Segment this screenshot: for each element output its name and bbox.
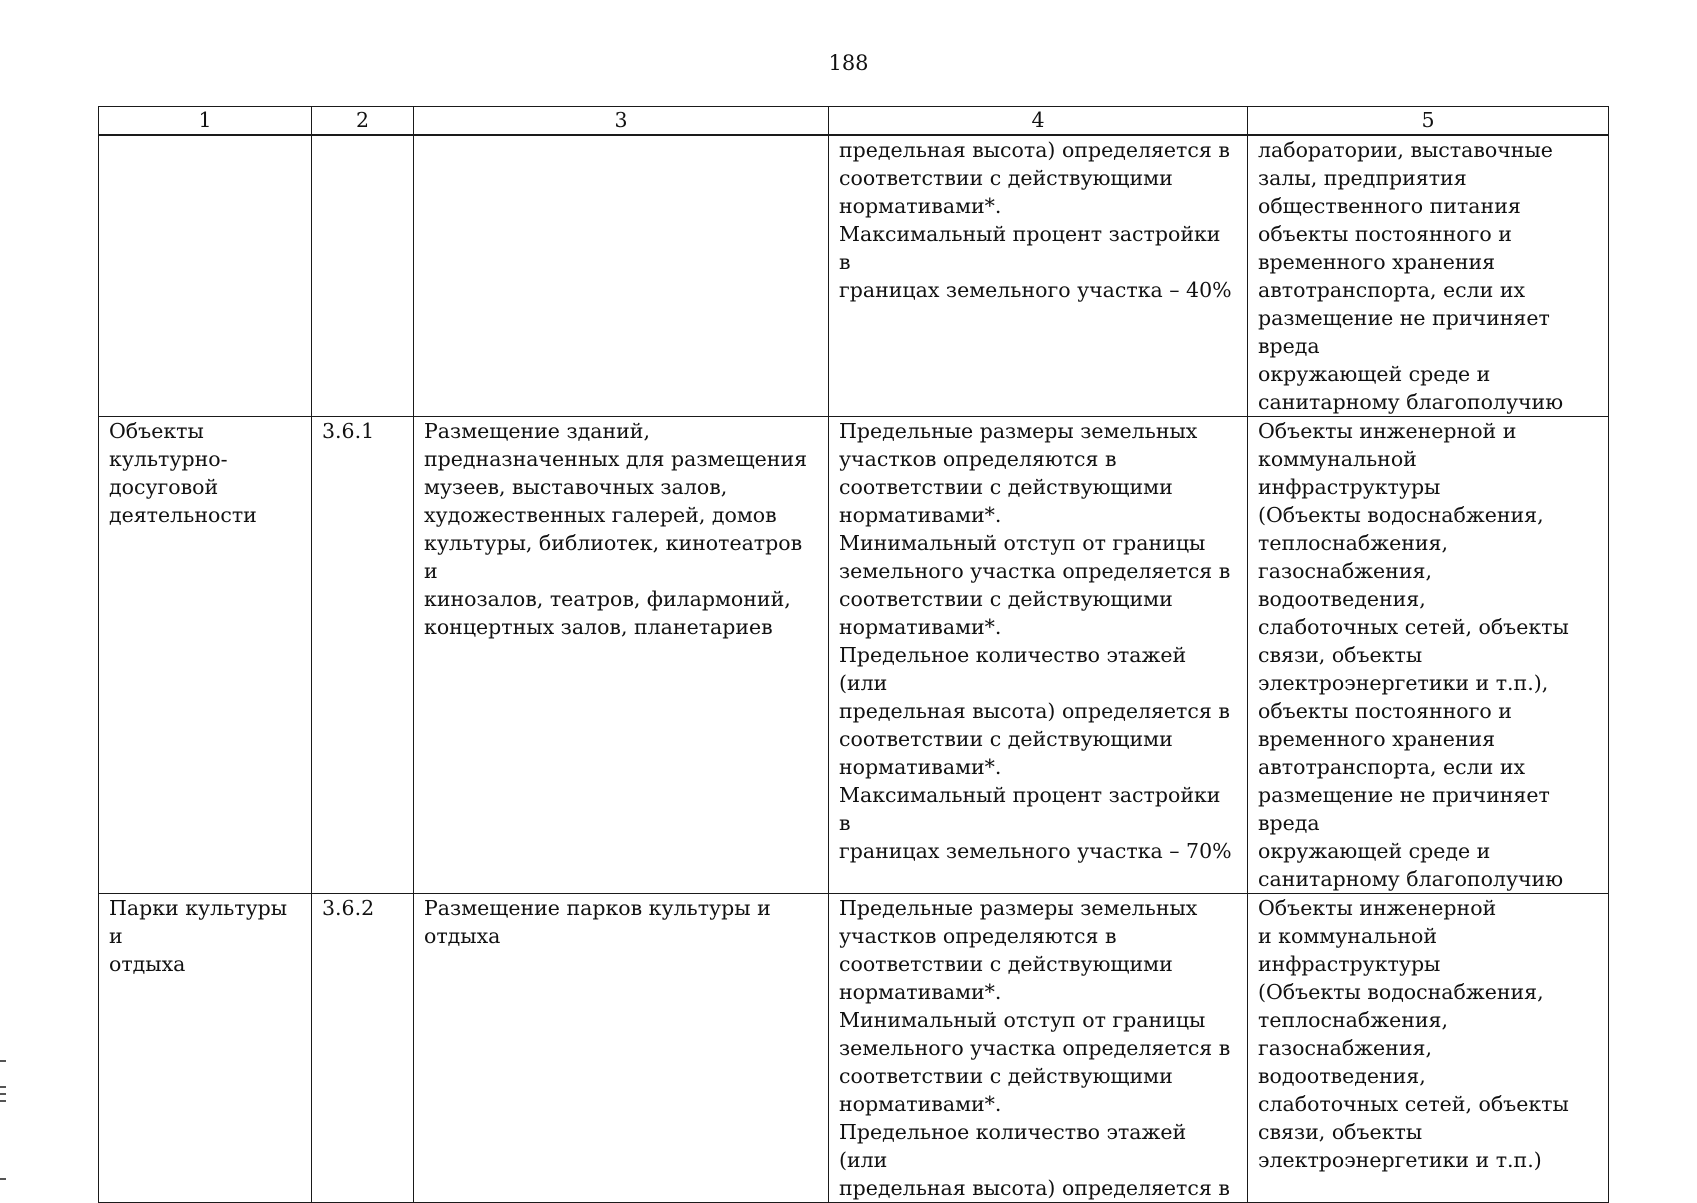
cell-use-description [414, 417, 829, 894]
cell-use-code [312, 135, 414, 417]
cell-text: 3.6.2 [322, 896, 375, 920]
cell-auxiliary-uses [1248, 894, 1609, 1203]
header-row [99, 107, 1609, 136]
table-header [99, 107, 1609, 136]
scan-margin-mark [0, 1093, 6, 1095]
cell-auxiliary-uses [1248, 417, 1609, 894]
cell-parameters [829, 894, 1248, 1203]
cell-text: предельная высота) определяется в соответствии с действующими нормативами*. Максимальный процент застройки в границах земельного участка – 40% [839, 138, 1232, 302]
cell-use-code [312, 417, 414, 894]
cell-text: 3.6.1 [322, 419, 375, 443]
cell-use-description [414, 894, 829, 1203]
cell-use-name [99, 417, 312, 894]
cell-text: Объекты культурно- досуговой деятельности [109, 419, 257, 527]
land-use-table [98, 106, 1609, 1203]
cell-text: Размещение зданий, предназначенных для размещения музеев, выставочных залов, художественных галерей, домов культуры, библиотек, кинотеатров и кинозалов, театров, филармоний, концертных залов, планетариев [424, 419, 808, 639]
column-header-1: 1 [99, 107, 312, 136]
scan-margin-mark [0, 1060, 6, 1062]
cell-text: Размещение парков культуры и отдыха [424, 896, 771, 948]
cell-use-name [99, 894, 312, 1203]
cell-text: Предельные размеры земельных участков определяются в соответствии с действующими нормативами*. Минимальный отступ от границы земельного участка определяется в соответствии с действующими нормативами*. Предельное количество этажей (или предельная высота) определяется в [839, 896, 1231, 1200]
cell-parameters [829, 135, 1248, 417]
scan-margin-mark [0, 1100, 6, 1102]
cell-auxiliary-uses [1248, 135, 1609, 417]
cell-parameters [829, 417, 1248, 894]
cell-text: Объекты инженерной и коммунальной инфраструктуры (Объекты водоснабжения, теплоснабжения, газоснабжения, водоотведения, слаботочных сетей, объекты связи, объекты электроэнергетики и т.п.), объекты постоянного и временного хранения автотранспорта, если их размещение не причиняет вреда окружающей среде и санитарному благополучию [1258, 419, 1569, 891]
cell-use-code [312, 894, 414, 1203]
table-row [99, 417, 1609, 894]
column-header-2: 2 [312, 107, 414, 136]
page-number: 188 [828, 51, 869, 75]
column-header-3: 3 [414, 107, 829, 136]
scan-margin-mark [0, 1178, 6, 1180]
table-row [99, 894, 1609, 1203]
cell-text: Парки культуры и отдыха [109, 896, 288, 976]
column-header-5: 5 [1248, 107, 1609, 136]
cell-use-description [414, 135, 829, 417]
cell-text: Предельные размеры земельных участков определяются в соответствии с действующими нормативами*. Минимальный отступ от границы земельного участка определяется в соответствии с действующими нормативами*. Предельное количество этажей (или предельная высота) определяется в соответствии с действующими нормативами*. Максимальный процент застройки в границах земельного участка – 70% [839, 419, 1232, 863]
cell-use-name [99, 135, 312, 417]
table-row [99, 135, 1609, 417]
cell-text: Объекты инженерной и коммунальной инфраструктуры (Объекты водоснабжения, теплоснабжения, газоснабжения, водоотведения, слаботочных сетей, объекты связи, объекты электроэнергетики и т.п.) [1258, 896, 1569, 1172]
cell-text: лаборатории, выставочные залы, предприятия общественного питания объекты постоянного и временного хранения автотранспорта, если их размещение не причиняет вреда окружающей среде и санитарному благополучию [1258, 138, 1564, 414]
scan-margin-mark [0, 1086, 6, 1088]
column-header-4: 4 [829, 107, 1248, 136]
table-body [99, 135, 1609, 1203]
